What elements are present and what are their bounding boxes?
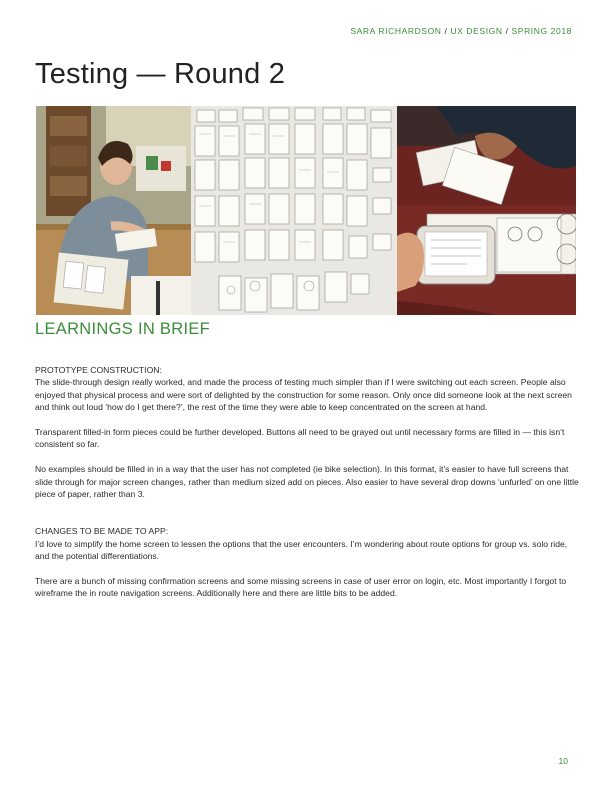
paragraph: No examples should be filled in in a way that the user has not completed (ie bike selection). In this format, it’s easier to have full screens that slide through for major screen changes, rather than medium sized add on pieces. Also easier to have several drop downs ‘unfurled’ on one little piece of paper, rather than 3. [35,464,579,500]
paragraph: I’d love to simplify the home screen to lessen the options that the user encounters. I’m wondering about route options for group vs. solo ride, and the potential differentiations. [35,538,568,562]
paragraph: The slide-through design really worked, and made the process of testing much simpler than if I were switching out each screen. People also enjoyed that physical process and were sort of delighted by the construction for some reason. Only once did someone look at the next screen and think out loud ‘how do I get there?’, the rest of the time they were able to keep concentrated on the screen at hand. [35,377,572,413]
header-credit [350,26,572,36]
author-name: SARA RICHARDSON [350,26,442,36]
term-name: SPRING 2018 [511,26,572,36]
body-text [35,364,580,600]
section-heading: LEARNINGS IN BRIEF [35,320,211,338]
photo-hands-holding-prototype [397,106,576,315]
page-number: 10 [558,756,568,766]
subsection-heading-changes-to-app: CHANGES TO BE MADE TO APP: [35,526,169,537]
photo-woman-testing-prototype [36,106,191,315]
course-name: UX DESIGN [450,26,503,36]
header-separator: / [505,26,509,36]
page-title: Testing — Round 2 [35,58,286,90]
photo-wireframe-wall [191,106,397,315]
photo-strip [36,106,576,315]
paragraph: Transparent filled-in form pieces could be further developed. Buttons all need to be grayed out until necessary forms are filled in — this isn’t consistent so far. [35,427,565,450]
paragraph: There are a bunch of missing confirmation screens and some missing screens in case of user error on login, etc. Most importantly I forgot to wireframe the in route navigation screens. Additionally here and there are little bits to be added. [35,575,567,599]
header-separator: / [444,26,448,36]
subsection-heading-prototype-construction: PROTOTYPE CONSTRUCTION: [35,365,162,375]
